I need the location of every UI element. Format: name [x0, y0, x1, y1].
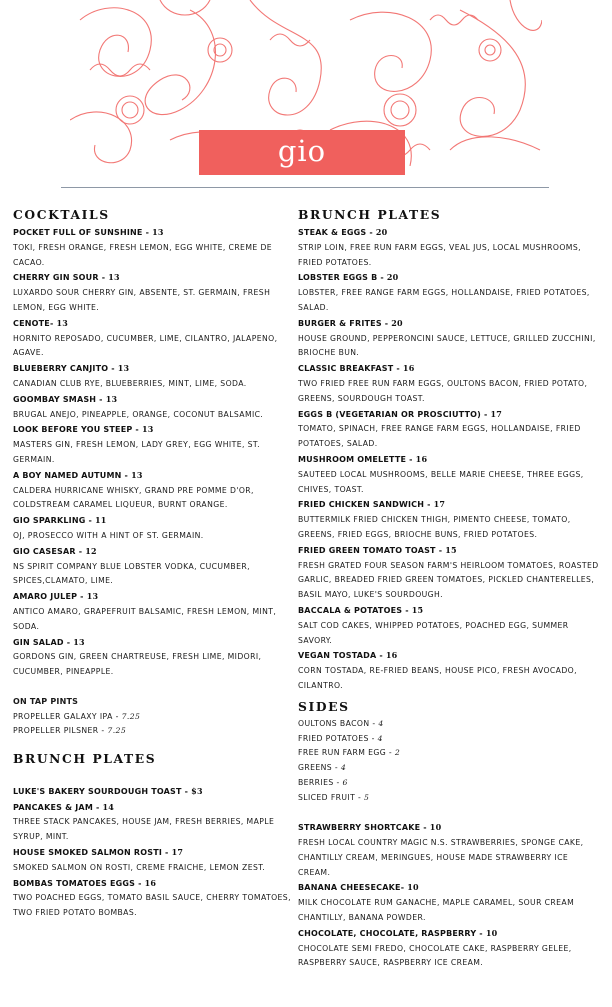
item-description: TOMATO, SPINACH, FREE RANGE FARM EGGS, HOLLANDAISE, FRIED POTATOES, SALAD.	[298, 424, 581, 449]
section-title-cocktails: COCKTAILS	[13, 207, 110, 222]
item-name	[298, 926, 602, 942]
item-title: OULTONS BACON -	[298, 718, 379, 728]
item-price: 13	[108, 272, 120, 283]
item-price: 13	[117, 363, 130, 374]
item-description: SALT COD CAKES, WHIPPED POTATOES, POACHED EGG, SUMMER SAVORY.	[298, 620, 569, 645]
item-name	[298, 648, 602, 664]
item-name	[298, 407, 602, 423]
item-description: CHOCOLATE SEMI FREDO, CHOCOLATE CAKE, RASPBERRY GELEE, RASPBERRY SAUCE, RASPBERRY ICE CREAM.	[298, 943, 572, 968]
item-price: 12	[85, 545, 97, 556]
item-title: FRIED POTATOES -	[298, 733, 378, 743]
item-description: GORDONS GIN, GREEN CHARTREUSE, FRESH LIME, MIDORI, CUCUMBER, PINEAPPLE.	[13, 652, 262, 677]
item-description: SAUTEED LOCAL MUSHROOMS, BELLE MARIE CHEESE, THREE EGGS, CHIVES, TOAST.	[298, 469, 584, 494]
item-title: LUKE'S BAKERY SOURDOUGH TOAST -	[13, 786, 192, 796]
menu-item	[298, 926, 602, 971]
menu-item	[298, 407, 602, 452]
item-title: CLASSIC BREAKFAST -	[298, 364, 403, 374]
menu-column-right	[298, 205, 602, 971]
item-price: 7.25	[107, 726, 127, 736]
item-title: BANANA CHEESECAKE-	[298, 883, 408, 893]
item-description: SMOKED SALMON ON ROSTI, CREME FRAICHE, LEMON ZEST.	[13, 862, 266, 872]
item-price: 15	[445, 544, 457, 555]
item-title: LOBSTER EGGS B -	[298, 273, 387, 283]
item-description: HORNITO REPOSADO, CUCUMBER, LIME, CILANTRO, JALAPENO, AGAVE.	[13, 333, 278, 358]
item-price: 4	[378, 718, 384, 728]
item-title: FRIED CHICKEN SANDWICH -	[298, 500, 434, 510]
item-description: MILK CHOCOLATE RUM GANACHE, MAPLE CARAMEL, SOUR CREAM CHANTILLY, BANANA POWDER.	[298, 898, 575, 923]
item-name	[298, 820, 602, 836]
item-name	[13, 361, 303, 377]
item-name	[13, 784, 303, 800]
item-title: GOOMBAY SMASH -	[13, 394, 106, 404]
item-price: $3	[191, 785, 203, 796]
brunch-left-list	[13, 784, 303, 921]
item-description: LUXARDO SOUR CHERRY GIN, ABSENTE, ST. GERMAIN, FRESH LEMON, EGG WHITE.	[13, 288, 271, 312]
item-title: EGGS B (VEGETARIAN OR PROSCIUTTO) -	[298, 409, 491, 419]
item-price: 13	[105, 393, 118, 404]
item-description: BUTTERMILK FRIED CHICKEN THIGH, PIMENTO CHEESE, TOMATO, GREENS, FRIED EGGS, BRIOCHE BUNS, FRIED POTATOES.	[298, 515, 571, 539]
item-title: BACCALA & POTATOES -	[298, 605, 412, 615]
item-price: 20	[391, 317, 403, 328]
item-title: STEAK & EGGS -	[298, 228, 376, 237]
item-price: 10	[485, 927, 498, 938]
item-title: FREE RUN FARM EGG -	[298, 748, 395, 758]
item-description: TOKI, FRESH ORANGE, FRESH LEMON, EGG WHITE, CREME DE CACAO.	[13, 242, 273, 267]
item-price: 13	[131, 469, 143, 480]
cocktails-list	[13, 225, 303, 680]
sides-list	[298, 717, 602, 806]
menu-item	[298, 225, 602, 270]
item-price: 20	[386, 272, 399, 283]
item-name	[13, 800, 303, 816]
item-title: CHERRY GIN SOUR -	[13, 273, 109, 283]
item-price: 15	[411, 604, 424, 615]
menu-item	[13, 800, 303, 845]
item-name	[298, 452, 602, 468]
menu-item	[13, 784, 303, 800]
item-title: BOMBAS TOMATOES EGGS -	[13, 878, 145, 888]
menu-line	[298, 717, 602, 732]
item-price: 13	[56, 317, 69, 328]
item-description: ANTICO AMARO, GRAPEFRUIT BALSAMIC, FRESH LEMON, MINT, SODA.	[13, 606, 277, 631]
item-description: CANADIAN CLUB RYE, BLUEBERRIES, MINT, LIME, SODA.	[13, 378, 247, 388]
item-description: STRIP LOIN, FREE RUN FARM EGGS, VEAL JUS, LOCAL MUSHROOMS, FRIED POTATOES.	[298, 242, 581, 267]
item-description: TWO FRIED FREE RUN FARM EGGS, OULTONS BACON, FRIED POTATO, GREENS, SOURDOUGH TOAST.	[298, 378, 588, 403]
menu-line	[298, 746, 602, 761]
menu-item	[13, 876, 303, 921]
menu-item	[298, 603, 602, 648]
menu-item	[13, 845, 303, 876]
menu-item	[298, 820, 602, 880]
item-description: NS SPIRIT COMPANY BLUE LOBSTER VODKA, CUCUMBER, SPICES,CLAMATO, LIME.	[13, 561, 250, 586]
section-title-brunch-right: BRUNCH PLATES	[298, 207, 442, 222]
item-name	[298, 225, 602, 241]
on-tap-list	[13, 710, 303, 740]
item-title: SLICED FRUIT -	[298, 792, 365, 802]
menu-item	[13, 513, 303, 544]
item-name	[13, 392, 303, 408]
item-title: STRAWBERRY SHORTCAKE -	[298, 823, 430, 833]
item-title: PROPELLER GALAXY IPA -	[13, 711, 122, 721]
item-title: AMARO JULEP -	[13, 592, 87, 602]
desserts-list	[298, 820, 602, 971]
menu-item	[13, 589, 303, 634]
item-price: 13	[141, 424, 154, 435]
item-description: CALDERA HURRICANE WHISKY, GRAND PRE POMME D'OR, COLDSTREAM CARAMEL LIQUEUR, BURNT ORANGE.	[13, 485, 254, 510]
item-description: HOUSE GROUND, PEPPERONCINI SAUCE, LETTUCE, GRILLED ZUCCHINI, BRIOCHE BUN.	[298, 333, 596, 358]
item-description: LOBSTER, FREE RANGE FARM EGGS, HOLLANDAISE, FRIED POTATOES, SALAD.	[298, 288, 590, 312]
item-title: GIO CASESAR -	[13, 546, 86, 556]
item-title: BERRIES -	[298, 777, 343, 787]
item-title: GIO SPARKLING -	[13, 516, 95, 526]
item-title: CENOTE-	[13, 318, 57, 328]
menu-line	[13, 710, 303, 725]
item-price: 13	[86, 591, 99, 602]
item-price: 14	[102, 801, 115, 812]
item-name	[298, 543, 602, 559]
item-name	[13, 589, 303, 605]
item-name	[298, 361, 602, 377]
menu-line	[13, 724, 303, 739]
item-title: PANCAKES & JAM -	[13, 802, 103, 812]
menu-line	[298, 791, 602, 806]
item-description: BRUGAL ANEJO, PINEAPPLE, ORANGE, COCONUT BALSAMIC.	[13, 409, 264, 419]
brunch-right-list	[298, 225, 602, 694]
menu-item	[13, 316, 303, 361]
item-price: 17	[433, 499, 446, 510]
item-name	[298, 316, 602, 332]
item-price: 13	[73, 636, 85, 647]
menu-item	[13, 392, 303, 423]
menu-item	[298, 497, 602, 542]
item-price: 16	[385, 650, 398, 661]
item-price: 17	[490, 408, 503, 419]
item-price: 4	[340, 763, 347, 773]
menu-item	[298, 543, 602, 603]
menu-line	[298, 776, 602, 791]
menu-item	[13, 270, 303, 315]
item-description: CORN TOSTADA, RE-FRIED BEANS, HOUSE PICO, FRESH AVOCADO, CILANTRO.	[298, 666, 577, 690]
item-price: 20	[375, 227, 388, 237]
section-title-sides: SIDES	[298, 698, 350, 714]
item-price: 6	[342, 777, 348, 787]
menu-item	[13, 225, 303, 270]
item-price: 11	[95, 515, 107, 526]
item-price: 16	[402, 363, 415, 374]
item-title: MUSHROOM OMELETTE -	[298, 454, 416, 464]
item-name	[298, 270, 602, 286]
item-name	[13, 316, 303, 332]
item-title: A BOY NAMED AUTUMN -	[13, 470, 132, 480]
brand-banner	[199, 130, 405, 175]
item-title: HOUSE SMOKED SALMON ROSTI -	[13, 848, 172, 858]
item-price: 17	[171, 847, 184, 858]
menu-line	[298, 761, 602, 776]
item-title: FRIED GREEN TOMATO TOAST -	[298, 545, 446, 555]
menu-column-left	[13, 205, 303, 921]
item-name	[13, 270, 303, 286]
item-description: TWO POACHED EGGS, TOMATO BASIL SAUCE, CHERRY TOMATOES, TWO FRIED POTATO BOMBAS.	[13, 893, 291, 918]
item-name	[13, 876, 303, 892]
item-name	[13, 845, 303, 861]
section-title-on-tap: ON TAP PINTS	[13, 696, 79, 706]
item-description: OJ, PROSECCO WITH A HINT OF ST. GERMAIN.	[13, 530, 204, 540]
item-price: 7.25	[121, 711, 141, 721]
item-price: 4	[377, 733, 383, 743]
menu-item	[13, 422, 303, 467]
item-price: 13	[152, 227, 164, 237]
item-name	[13, 513, 303, 529]
brand-name: gio	[277, 134, 327, 168]
item-title: LOOK BEFORE YOU STEEP -	[13, 425, 142, 435]
item-description: MASTERS GIN, FRESH LEMON, LADY GREY, EGG WHITE, ST. GERMAIN.	[13, 440, 260, 464]
menu-item	[13, 544, 303, 589]
item-price: 16	[144, 877, 157, 888]
item-title: POCKET FULL OF SUNSHINE -	[13, 228, 153, 237]
item-price: 10	[429, 822, 442, 833]
item-name	[13, 225, 303, 241]
item-title: GREENS -	[298, 763, 341, 773]
menu-item	[298, 880, 602, 925]
item-name	[298, 497, 602, 513]
menu-item	[298, 648, 602, 693]
item-price: 16	[415, 453, 428, 464]
item-title: PROPELLER PILSNER -	[13, 726, 108, 736]
menu-item	[13, 361, 303, 392]
item-name	[13, 422, 303, 438]
item-price: 10	[407, 882, 419, 893]
item-title: VEGAN TOSTADA -	[298, 651, 386, 661]
item-description: FRESH LOCAL COUNTRY MAGIC N.S. STRAWBERRIES, SPONGE CAKE, CHANTILLY CREAM, MERINGUES, HOUSE MADE STRAWBERRY ICE CREAM.	[298, 838, 584, 877]
item-description: FRESH GRATED FOUR SEASON FARM'S HEIRLOOM TOMATOES, ROASTED GARLIC, BREADED FRIED GREEN TOMATOES, PICKLED CHANTERELLES, BASIL MAYO, LUKE'S SOURDOUGH.	[298, 560, 599, 600]
item-price: 5	[364, 792, 370, 802]
header-divider	[61, 187, 549, 188]
item-title: BLUEBERRY CANJITO -	[13, 364, 118, 374]
item-description: THREE STACK PANCAKES, HOUSE JAM, FRESH BERRIES, MAPLE SYRUP, MINT.	[13, 817, 275, 842]
menu-item	[298, 361, 602, 406]
section-title-brunch-left: BRUNCH PLATES	[13, 751, 157, 767]
item-title: CHOCOLATE, CHOCOLATE, RASPBERRY -	[298, 928, 486, 938]
menu-item	[298, 316, 602, 361]
menu-line	[298, 732, 602, 747]
item-name	[298, 603, 602, 619]
menu-item	[13, 635, 303, 680]
item-name	[13, 468, 303, 484]
item-title: GIN SALAD -	[13, 637, 74, 647]
menu-item	[13, 468, 303, 513]
item-name	[13, 544, 303, 560]
menu-item	[298, 270, 602, 315]
item-name	[298, 880, 602, 896]
item-name	[13, 635, 303, 651]
item-title: BURGER & FRITES -	[298, 318, 392, 328]
menu-item	[298, 452, 602, 497]
item-price: 2	[394, 748, 401, 758]
